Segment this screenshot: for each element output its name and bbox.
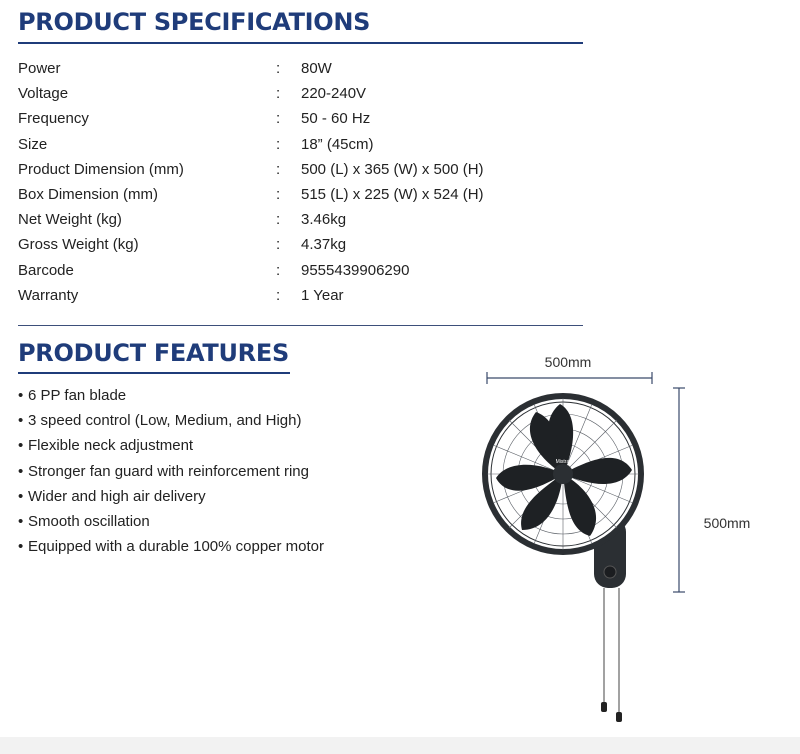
feature-item — [18, 433, 324, 458]
features-list — [18, 383, 324, 559]
spec-value: 1 Year — [301, 286, 344, 304]
spec-separator: : — [276, 185, 281, 203]
feature-item — [18, 509, 324, 534]
specifications-underline — [18, 42, 583, 44]
section-divider — [18, 325, 583, 326]
bullet-icon: • — [18, 487, 24, 505]
fan-body — [594, 518, 626, 722]
feature-text: Smooth oscillation — [28, 512, 150, 530]
fan-hub — [553, 464, 573, 484]
spec-value: 3.46kg — [301, 211, 347, 229]
feature-text: Wider and high air delivery — [28, 487, 206, 505]
bullet-icon: • — [18, 387, 24, 404]
width-dimension-line — [487, 372, 652, 384]
feature-item — [18, 383, 324, 408]
spec-separator: : — [276, 261, 281, 279]
feature-text: 6 PP fan blade — [28, 387, 127, 404]
fan-product-illustration — [460, 345, 780, 730]
spec-label: Gross Weight (kg) — [18, 236, 139, 254]
bullet-icon: • — [18, 437, 24, 455]
height-dimension-label: 500mm — [703, 515, 751, 531]
feature-text: 3 speed control (Low, Medium, and High) — [28, 412, 302, 430]
spec-value: 4.37kg — [301, 236, 347, 254]
spec-value: 500 (L) x 365 (W) x 500 (H) — [301, 160, 484, 178]
spec-value: 220-240V — [301, 85, 367, 103]
height-dimension-line — [673, 388, 685, 592]
spec-value: 18” (45cm) — [301, 135, 374, 153]
features-title: PRODUCT FEATURES — [18, 339, 289, 367]
spec-label: Power — [18, 60, 61, 77]
bottom-band — [0, 737, 800, 754]
bullet-icon: • — [18, 538, 24, 556]
spec-value: 50 - 60 Hz — [301, 110, 371, 128]
spec-label: Box Dimension (mm) — [18, 185, 159, 203]
spec-label: Warranty — [18, 286, 79, 304]
spec-label: Net Weight (kg) — [18, 211, 122, 229]
spec-label: Product Dimension (mm) — [18, 160, 184, 178]
spec-separator: : — [276, 135, 281, 153]
spec-separator: : — [276, 110, 281, 128]
spec-separator: : — [276, 85, 281, 103]
feature-item — [18, 459, 324, 484]
feature-item — [18, 408, 324, 433]
specifications-title: PRODUCT SPECIFICATIONS — [18, 8, 371, 36]
spec-separator: : — [276, 160, 281, 178]
spec-value: 9555439906290 — [301, 261, 410, 279]
spec-label: Barcode — [18, 261, 74, 279]
feature-text: Stronger fan guard with reinforcement ring — [28, 462, 309, 480]
bullet-icon: • — [18, 512, 24, 530]
spec-separator: : — [276, 211, 281, 229]
bullet-icon: • — [18, 412, 24, 430]
spec-label: Voltage — [18, 85, 69, 103]
width-dimension-label: 500mm — [544, 354, 592, 370]
bullet-icon: • — [18, 462, 24, 480]
feature-item — [18, 534, 324, 559]
spec-separator: : — [276, 286, 281, 304]
feature-item — [18, 484, 324, 509]
spec-separator: : — [276, 60, 281, 77]
spec-label: Frequency — [18, 110, 89, 128]
features-underline — [18, 372, 290, 374]
fan-brand-mark: Mistral — [555, 459, 571, 465]
spec-value: 515 (L) x 225 (W) x 524 (H) — [301, 185, 484, 203]
feature-text: Flexible neck adjustment — [28, 437, 194, 455]
spec-label: Size — [18, 135, 48, 153]
feature-text: Equipped with a durable 100% copper motor — [28, 538, 325, 556]
spec-value: 80W — [301, 60, 332, 77]
spec-separator: : — [276, 236, 281, 254]
